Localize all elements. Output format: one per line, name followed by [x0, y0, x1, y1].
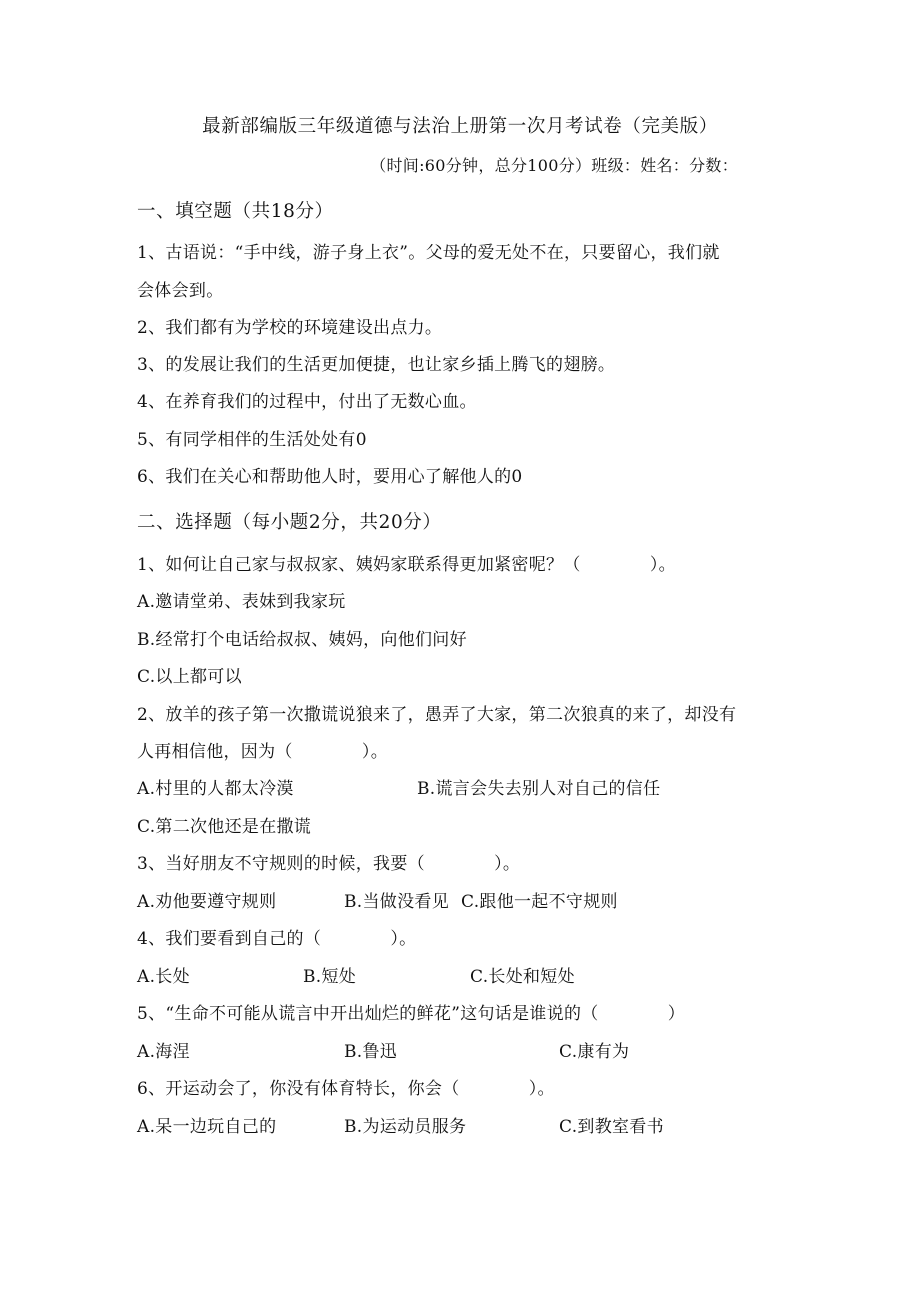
fill-question-1-line-2: 会体会到。 — [137, 281, 224, 301]
fill-question-5: 5、有同学相伴的生活处处有0 — [137, 430, 367, 450]
choice-question-2-option-a: A.村里的人都太冷漠 — [137, 779, 294, 799]
choice-question-4-stem: 4、我们要看到自己的（ ）。 — [137, 929, 417, 949]
choice-question-3-option-b: B.当做没看见 — [344, 892, 449, 912]
exam-title: 最新部编版三年级道德与法治上册第一次月考试卷（完美版） — [202, 116, 718, 137]
fill-question-2: 2、我们都有为学校的环境建设出点力。 — [137, 318, 443, 338]
choice-question-5-option-a: A.海涅 — [137, 1042, 190, 1062]
choice-question-3-stem: 3、当好朋友不守规则的时候，我要（ ）。 — [137, 854, 521, 874]
choice-question-3-option-a: A.劝他要遵守规则 — [137, 892, 277, 912]
exam-info-line: （时间:60分钟，总分100分）班级：姓名：分数： — [370, 156, 738, 175]
choice-question-6-option-c: C.到教室看书 — [559, 1117, 664, 1137]
choice-question-6-option-b: B.为运动员服务 — [344, 1117, 467, 1137]
fill-question-3: 3、的发展让我们的生活更加便捷，也让家乡插上腾飞的翅膀。 — [137, 355, 616, 375]
choice-question-2-option-b: B.谎言会失去别人对自己的信任 — [417, 779, 661, 799]
choice-question-1-option-a: A.邀请堂弟、表妹到我家玩 — [137, 592, 346, 612]
choice-question-1-option-b: B.经常打个电话给叔叔、姨妈，向他们问好 — [137, 630, 467, 650]
choice-question-6-option-a: A.呆一边玩自己的 — [137, 1117, 277, 1137]
fill-question-1-line-1: 1、古语说：“手中线，游子身上衣”。父母的爱无处不在，只要留心，我们就 — [137, 243, 720, 263]
choice-question-4-option-b: B.短处 — [303, 967, 357, 987]
choice-question-3-option-c: C.跟他一起不守规则 — [461, 892, 618, 912]
choice-question-2-stem-line-2: 人再相信他，因为（ ）。 — [137, 742, 388, 762]
choice-question-5-option-b: B.鲁迅 — [344, 1042, 398, 1062]
choice-question-1-stem: 1、如何让自己家与叔叔家、姨妈家联系得更加紧密呢？（ ）。 — [137, 555, 676, 575]
choice-question-4-option-a: A.长处 — [137, 967, 190, 987]
choice-question-5-stem: 5、“生命不可能从谎言中开出灿烂的鲜花”这句话是谁说的（ ） — [137, 1004, 686, 1024]
fill-question-4: 4、在养育我们的过程中，付出了无数心血。 — [137, 392, 477, 412]
section-heading-choice: 二、选择题（每小题2分，共20分） — [137, 512, 442, 533]
choice-question-1-option-c: C.以上都可以 — [137, 667, 242, 687]
fill-question-6: 6、我们在关心和帮助他人时，要用心了解他人的0 — [137, 467, 523, 487]
choice-question-4-option-c: C.长处和短处 — [470, 967, 575, 987]
section-heading-fill-blank: 一、填空题（共18分） — [137, 201, 334, 222]
choice-question-6-stem: 6、开运动会了，你没有体育特长，你会（ ）。 — [137, 1079, 555, 1099]
choice-question-2-stem-line-1: 2、放羊的孩子第一次撒谎说狼来了，愚弄了大家，第二次狼真的来了，却没有 — [137, 705, 737, 725]
choice-question-2-option-c: C.第二次他还是在撒谎 — [137, 817, 312, 837]
choice-question-5-option-c: C.康有为 — [559, 1042, 630, 1062]
